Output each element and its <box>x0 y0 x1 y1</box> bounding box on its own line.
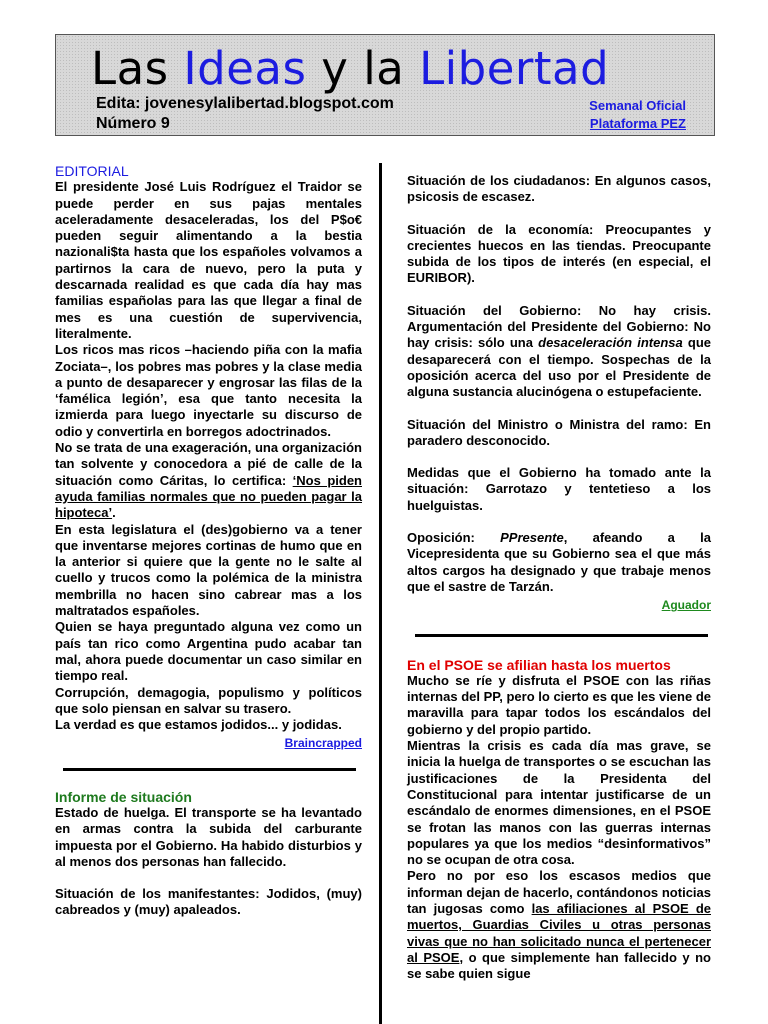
right-column <box>407 173 711 982</box>
left-column <box>55 163 362 919</box>
informe-paragraph: Estado de huelga. El transporte se ha levantado en armas contra la subida del carburante impuesta por el Gobierno. Ha habido disturbios y al menos dos personas han fallecido. <box>55 804 362 869</box>
editorial-paragraph: No se trata de una exageración, una organización tan solvente y conocedora a pié de calle de la situación como Cáritas, lo certifica: ‘Nos piden ayuda familias normales que no pueden pagar la hipoteca’. <box>55 440 362 521</box>
weekly-official-label: Semanal Oficial <box>589 98 686 113</box>
informe-paragraph: Situación de los ciudadanos: En algunos casos, psicosis de escasez. <box>407 173 711 205</box>
newspaper-title: Las Ideas y la Libertad <box>91 42 610 95</box>
column-divider <box>379 163 382 1024</box>
informe-signature-link[interactable]: Aguador <box>661 598 711 613</box>
editorial-paragraph: El presidente José Luis Rodríguez el Traidor se puede perder en sus pajas mentales aceleradamente desaceleradas, los del P$o€ pueden seguir alimentando a la bestia nazionali$ta hasta que los españoles volvamos a partirnos la cara de nuevo, pero la puta y descarnada realidad es que cada día hay mas familias españolas para las que llegar a final de mes es una cuestión de supervivencia, literalmente. <box>55 179 362 341</box>
informe-paragraph: Situación del Gobierno: No hay crisis. Argumentación del Presidente del Gobierno: No hay crisis: sólo una desaceleración intensa que desaparecerá con el tiempo. Sospechas de la oposición acerca del uso por el Presidente de alguna sustancia alucinógena o estupefaciente. <box>407 302 711 400</box>
informe-paragraph: Oposición: PPresente, afeando a la Vicepresidenta que su Gobierno sea el que más altos cargos ha designado y que trabaje menos que el sastre de Tarzán. <box>407 530 711 594</box>
psoe-paragraph: Pero no por eso los escasos medios que informan dejan de hacerlo, contándonos noticias tan jugosas como las afiliaciones al PSOE de muertos, Guardias Civiles u otras personas vivas que no han solicitado nunca el pertenecer al PSOE, o que simplemente han fallecido y no se sabe quien sigue <box>407 868 712 982</box>
masthead <box>55 34 715 136</box>
affiliations-link[interactable]: las afiliaciones al PSOE de muertos, Guardias Civiles u otras personas vivas que no han solicitado nunca el pertenecer al PSOE <box>407 900 711 965</box>
platform-link[interactable]: Plataforma PEZ <box>589 116 686 131</box>
psoe-paragraph: Mientras la crisis es cada día mas grave, se inicia la huelga de transportes o se escuchan las justificaciones de la Presidenta del Constitucional para intentar justificarse de un escándalo de enormes dimensiones, en el PSOE se frotan las manos con las guerras internas populares ya que los medios “desinformativos” no se ocupan de otra cosa. <box>407 738 711 868</box>
informe-heading: Informe de situación <box>55 788 192 805</box>
section-separator <box>63 768 356 771</box>
caritas-quote-link[interactable]: ‘Nos piden ayuda familias normales que no pueden pagar la hipoteca’ <box>55 472 362 521</box>
editorial-paragraph: La verdad es que estamos jodidos... y jodidas. <box>55 717 342 733</box>
informe-paragraph: Situación de los manifestantes: Jodidos, (muy) cabreados y (muy) apaleados. <box>55 886 362 918</box>
section-separator <box>415 634 708 637</box>
editorial-heading: EDITORIAL <box>55 163 129 179</box>
informe-paragraph: Medidas que el Gobierno ha tomado ante la situación: Garrotazo y tentetieso a los huelguistas. <box>407 465 711 513</box>
psoe-heading: En el PSOE se afilian hasta los muertos <box>407 656 671 673</box>
informe-paragraph: Situación de la economía: Preocupantes y crecientes huecos en las tiendas. Preocupante subida de los tipos de interés (en especial, el EURIBOR). <box>407 221 711 286</box>
editorial-paragraph: Quien se haya preguntado alguna vez como un país tan rico como Argentina pudo acabar tan mal, ahora puede documentar un caso similar en tiempo real. <box>55 619 362 684</box>
publisher-line: Edita: jovenesylalibertad.blogspot.com <box>96 95 394 112</box>
editorial-paragraph: Los ricos mas ricos –haciendo piña con la mafia Zociata–, los pobres mas pobres y la clase media a punto de desaparecer y engrosar las filas de la ‘famélica legión’, esa que tanto necesita la izmierda para luego inyectarle su discurso de odio y convertirla en borregos adoctrinados. <box>55 342 362 439</box>
issue-number: Número 9 <box>96 115 170 132</box>
editorial-paragraph: Corrupción, demagogia, populismo y políticos que solo piensan en salvar su trasero. <box>55 684 362 716</box>
editorial-paragraph: En esta legislatura el (des)gobierno va a tener que inventarse mejores cortinas de humo que en la anterior si quiere que la gente no le salte al cuello y trucos como la polémica de la ministra membrilla no hacen sino cabrear mas a los maltratados españoles. <box>55 521 362 619</box>
informe-paragraph: Situación del Ministro o Ministra del ramo: En paradero desconocido. <box>407 416 711 448</box>
psoe-paragraph: Mucho se ríe y disfruta el PSOE con las riñas internas del PP, pero lo cierto es que les viene de maravilla para tapar todos los escándalos del gobierno y del propio partido. <box>407 672 711 737</box>
editorial-signature-link[interactable]: Braincrapped <box>284 736 362 751</box>
